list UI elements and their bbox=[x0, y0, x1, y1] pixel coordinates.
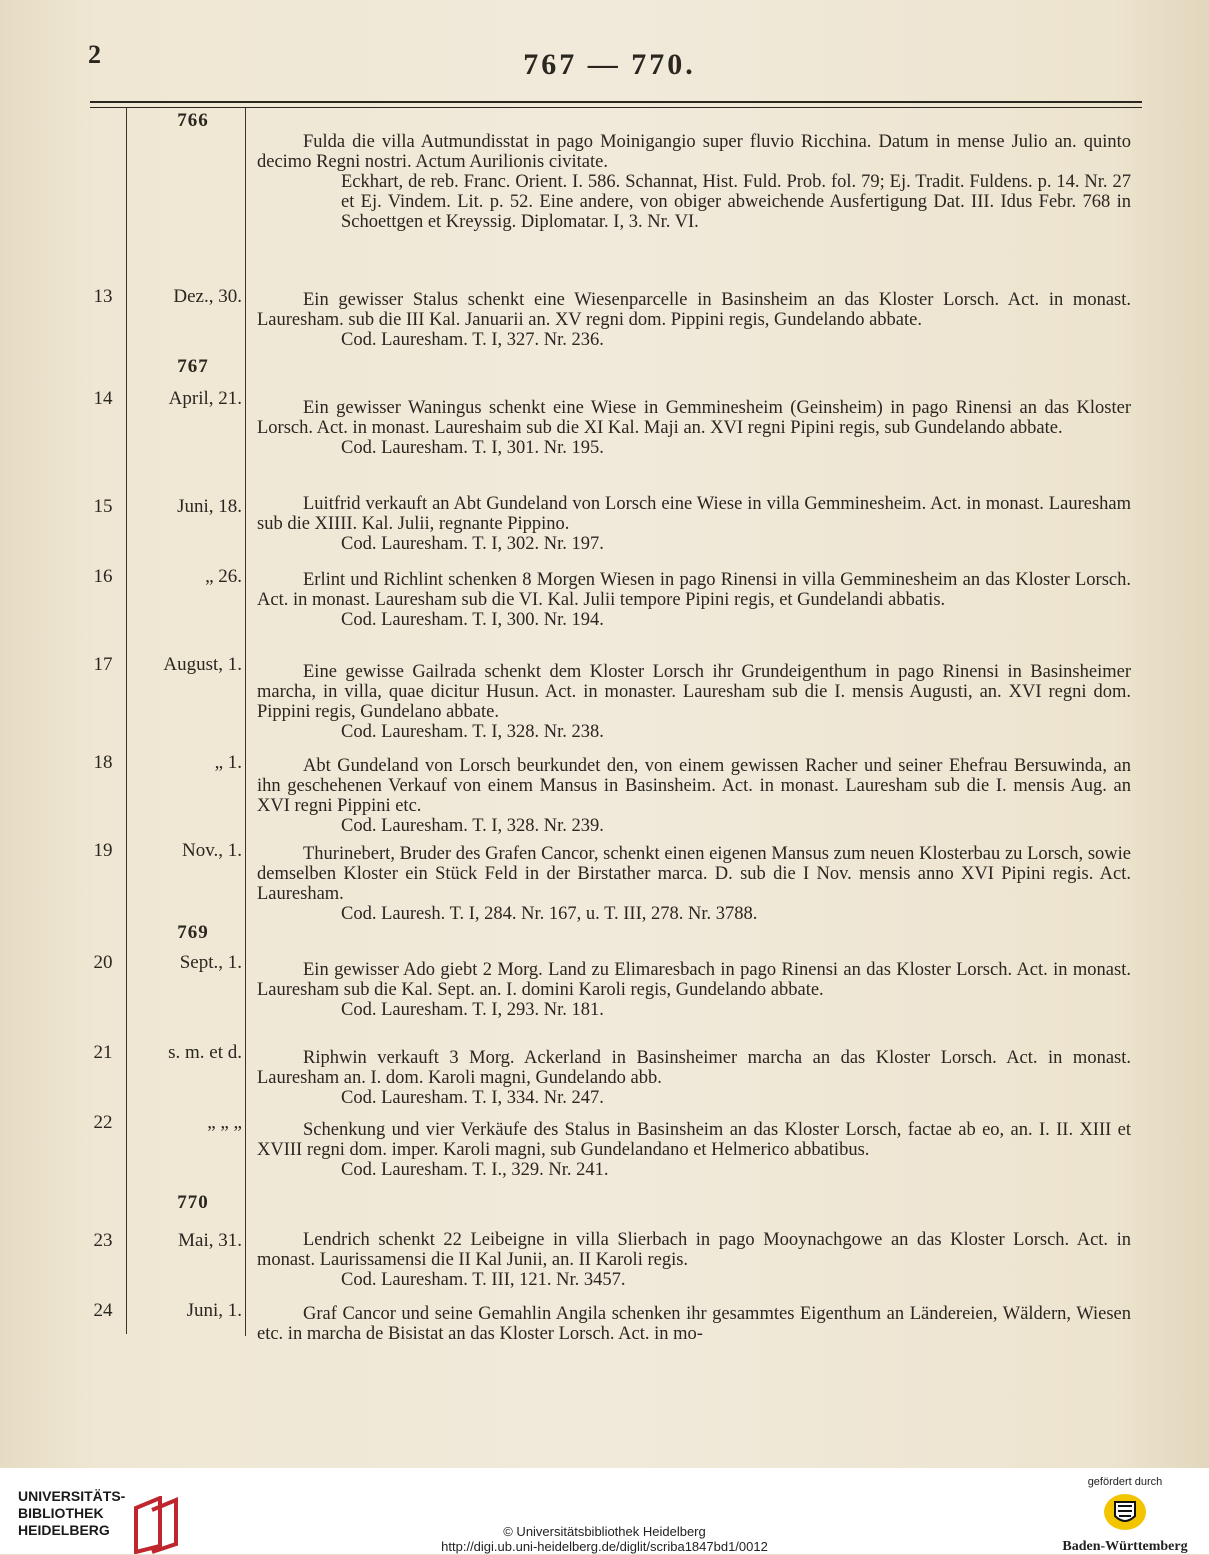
entry-date: Mai, 31. bbox=[178, 1230, 242, 1251]
copyright-notice bbox=[0, 1524, 1209, 1554]
column-divider-right bbox=[245, 108, 246, 1336]
entry-text bbox=[257, 662, 1131, 742]
citation: Cod. Lauresham. T. III, 121. Nr. 3457. bbox=[341, 1270, 626, 1290]
citation: Cod. Lauresham. T. I, 293. Nr. 181. bbox=[341, 1000, 604, 1020]
entry-date: Juni, 18. bbox=[177, 496, 242, 517]
entry-paragraph: Ein gewisser Waningus schenkt eine Wiese in Gemminesheim (Geinsheim) in pago Rinensi an das Kloster Lorsch. Act. in monast. Laureshaim sub die XI Kal. Maji an. XVI regni Pipini regis, sub Gundelando abbate. bbox=[257, 398, 1131, 438]
sponsor-label: gefördert durch bbox=[1087, 1476, 1163, 1488]
citation: Cod. Lauresham. T. I, 302. Nr. 197. bbox=[341, 534, 604, 554]
entry-number: 21 bbox=[93, 1042, 113, 1063]
citation: Cod. Lauresham. T. I, 328. Nr. 238. bbox=[341, 722, 604, 742]
entry-number: 24 bbox=[93, 1300, 113, 1321]
entry-paragraph: Ein gewisser Stalus schenkt eine Wiesenparcelle in Basinsheim an das Kloster Lorsch. Act. in monast. Lauresham. sub die III Kal. Januarii an. XV regni dom. Pippini regis, Gundelando abbate. bbox=[257, 290, 1131, 330]
entry-number: 23 bbox=[93, 1230, 113, 1251]
citation: Cod. Lauresham. T. I, 300. Nr. 194. bbox=[341, 610, 604, 630]
entry-text bbox=[257, 570, 1131, 630]
citation: Cod. Lauresham. T. I., 329. Nr. 241. bbox=[341, 1160, 609, 1180]
page-number: 2 bbox=[88, 40, 101, 69]
entry-date: August, 1. bbox=[163, 654, 242, 675]
citation: Cod. Lauresham. T. I, 301. Nr. 195. bbox=[341, 438, 604, 458]
entry-text bbox=[257, 844, 1131, 924]
entry-date: „ „ „ bbox=[207, 1112, 242, 1133]
entry-date: Juni, 1. bbox=[186, 1300, 242, 1321]
entry-paragraph: Riphwin verkauft 3 Morg. Ackerland in Basinsheimer marcha an das Kloster Lorsch. Act. in monast. Lauresham an. I. dom. Karoli magni, Gundelando abb. bbox=[257, 1048, 1131, 1088]
entry-paragraph: Thurinebert, Bruder des Grafen Cancor, schenkt einen eigenen Mansus zum neuen Klosterbau zu Lorsch, sowie demselben Kloster ein Stück Feld in der Birstather marca. D. sub die I Nov. mensis anno XVI Pipini regis. Act. Lauresham. bbox=[257, 844, 1131, 904]
citation: Eckhart, de reb. Franc. Orient. I. 586. Schannat, Hist. Fuld. Prob. fol. 79; Ej. Tradit. Fuldens. p. 14. Nr. 27 et Ej. Vindem. Lit. p. 52. Eine andere, von obiger abweichende Ausfertigung Dat. III. Idus Febr. 768 in Schoettgen et Kreyssig. Diplomatar. I, 3. Nr. VI. bbox=[341, 172, 1131, 232]
column-divider-left bbox=[126, 108, 127, 1334]
entry-date: Nov., 1. bbox=[182, 840, 242, 861]
entry-paragraph: Schenkung und vier Verkäufe des Stalus in Basinsheim an das Kloster Lorsch, factae ab eo, an. I. II. XIII et XVIII regni dom. imper. Karoli magni, sub Gundelandano et Helmerico abbatibus. bbox=[257, 1120, 1131, 1160]
entry-number: 22 bbox=[93, 1112, 113, 1133]
entry-date: „ 26. bbox=[205, 566, 242, 587]
citation: Cod. Lauresh. T. I, 284. Nr. 167, u. T. III, 278. Nr. 3788. bbox=[341, 904, 758, 924]
citation: Cod. Lauresham. T. I, 328. Nr. 239. bbox=[341, 816, 604, 836]
library-name-line3: HEIDELBERG bbox=[18, 1522, 110, 1538]
year-heading: 767 bbox=[177, 356, 209, 377]
entry-text bbox=[257, 960, 1131, 1020]
entry-text bbox=[257, 494, 1131, 554]
entry-text bbox=[257, 1120, 1131, 1180]
viewer-footer bbox=[0, 1468, 1209, 1554]
permalink[interactable]: http://digi.ub.uni-heidelberg.de/diglit/scriba1847bd1/0012 bbox=[441, 1539, 768, 1554]
entry-number: 20 bbox=[93, 952, 113, 973]
entry-text bbox=[257, 1230, 1131, 1290]
citation: Cod. Lauresham. T. I, 334. Nr. 247. bbox=[341, 1088, 604, 1108]
entry-paragraph: Graf Cancor und seine Gemahlin Angila schenken ihr gesammtes Eigenthum an Ländereien, Wäldern, Wiesen etc. in marcha de Bisistat an das Kloster Lorsch. Act. in mo- bbox=[257, 1304, 1131, 1344]
entry-number: 18 bbox=[93, 752, 113, 773]
entry-text bbox=[257, 1048, 1131, 1108]
entry-date: „ 1. bbox=[214, 752, 242, 773]
entry-text bbox=[257, 756, 1131, 836]
running-head: 767 — 770. bbox=[523, 48, 696, 81]
sponsor-block bbox=[1060, 1476, 1190, 1555]
header-rule bbox=[90, 101, 1142, 103]
year-heading: 769 bbox=[177, 922, 209, 943]
entry-number: 17 bbox=[93, 654, 113, 675]
entry-number: 16 bbox=[93, 566, 113, 587]
entry-date: s. m. et d. bbox=[168, 1042, 242, 1063]
entry-paragraph: Lendrich schenkt 22 Leibeigne in villa Slierbach in pago Mooynachgowe an das Kloster Lorsch. Act. in monast. Laurissamensi die II Kal Junii, an. II Karoli regis. bbox=[257, 1230, 1131, 1270]
year-heading: 770 bbox=[177, 1192, 209, 1213]
entry-paragraph: Abt Gundeland von Lorsch beurkundet den, von einem gewissen Racher und seiner Ehefrau Bersuwinda, an ihn geschehenen Verkauf von einem Mansus in Basinsheim. Act. in monast. Lauresham sub die I. mensis Aug. an XVI regni Pippini etc. bbox=[257, 756, 1131, 816]
year-heading: 766 bbox=[177, 110, 209, 131]
entry-text bbox=[257, 398, 1131, 458]
entry-date: Dez., 30. bbox=[173, 286, 242, 307]
entry-text bbox=[257, 1304, 1131, 1344]
entry-number: 19 bbox=[93, 840, 113, 861]
entry-paragraph: Fulda die villa Autmundisstat in pago Moinigangio super fluvio Ricchina. Datum in mense Julio an. quinto decimo Regni nostri. Actum Aurilionis civitate. bbox=[257, 132, 1131, 172]
entry-paragraph: Luitfrid verkauft an Abt Gundeland von Lorsch eine Wiese in villa Gemminesheim. Act. in monast. Lauresham sub die XIIII. Kal. Julii, regnante Pippino. bbox=[257, 494, 1131, 534]
citation: Cod. Lauresham. T. I, 327. Nr. 236. bbox=[341, 330, 604, 350]
entry-text bbox=[257, 132, 1131, 232]
entry-paragraph: Eine gewisse Gailrada schenkt dem Kloster Lorsch ihr Grundeigenthum in pago Rinensi in Basinsheimer marcha, in villa, quae dicitur Husun. Act. in monaster. Lauresham sub die I. mensis Augusti, an. XVI regni dom. Pippini regis, Gundelano abbate. bbox=[257, 662, 1131, 722]
header-rule-thin bbox=[90, 107, 1142, 108]
entry-number: 13 bbox=[93, 286, 113, 307]
library-name-line1: UNIVERSITÄTS- bbox=[18, 1488, 126, 1504]
entry-paragraph: Ein gewisser Ado giebt 2 Morg. Land zu Elimaresbach in pago Rinensi an das Kloster Lorsch. Act. in monast. Lauresham sub die Kal. Sept. an. I. domini Karoli regis, Gundelando abbate. bbox=[257, 960, 1131, 1000]
entry-paragraph: Erlint und Richlint schenken 8 Morgen Wiesen in pago Rinensi in villa Gemminesheim an das Kloster Lorsch. Act. in monast. Lauresham sub die VI. Kal. Julii tempore Pipini regis, et Gundelandi abbatis. bbox=[257, 570, 1131, 610]
library-name-line2: BIBLIOTHEK bbox=[18, 1505, 104, 1521]
entry-date: April, 21. bbox=[168, 388, 242, 409]
entry-number: 14 bbox=[93, 388, 113, 409]
copyright-text: © Universitätsbibliothek Heidelberg bbox=[503, 1524, 706, 1539]
entry-text bbox=[257, 290, 1131, 350]
sponsor-name: Baden-Württemberg bbox=[1062, 1539, 1188, 1554]
entry-date: Sept., 1. bbox=[179, 952, 242, 973]
entry-number: 15 bbox=[93, 496, 113, 517]
state-crest-icon bbox=[1102, 1492, 1148, 1532]
